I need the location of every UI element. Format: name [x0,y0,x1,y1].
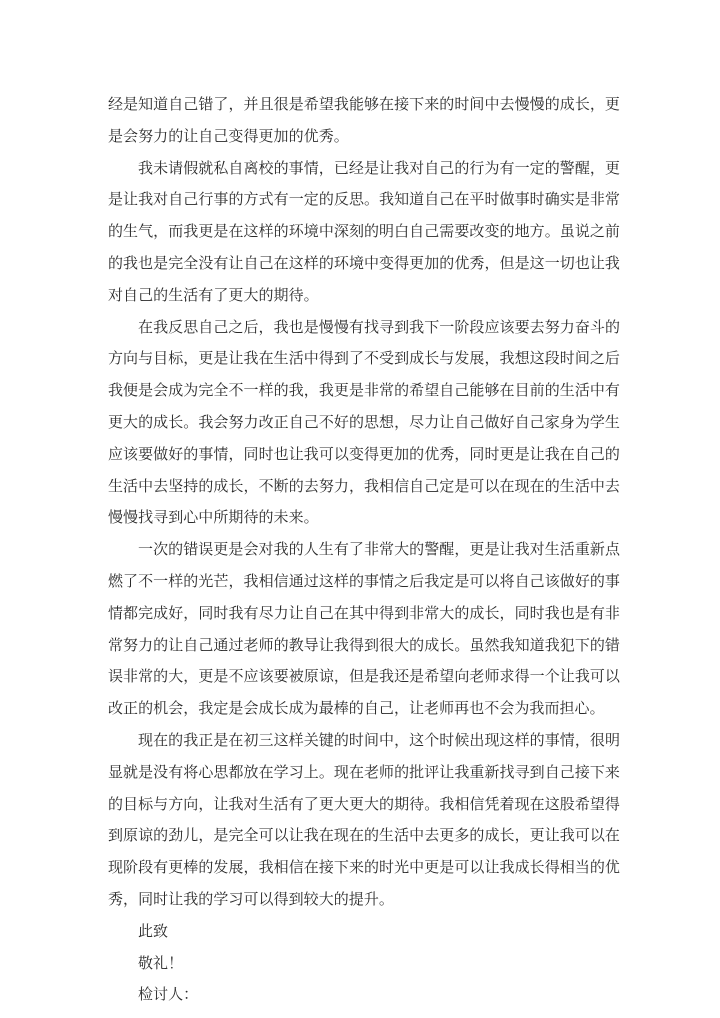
paragraph-reflection-leaving-school: 我未请假就私自离校的事情，已经是让我对自己的行为有一定的警醒，更是让我对自己行事的方式有一定的反思。我知道自己在平时做事时确实是非常的生气，而我更是在这样的环境中深刻的明白自己需要改变的地方。虽说之前的我也是完全没有让自己在这样的环境中变得更加的优秀，但是这一切也让我对自己的生活有了更大的期待。 [108,158,620,304]
closing-salutation-cizhi: 此致 [138,921,169,940]
paragraph-mistake-awakening: 一次的错误更是会对我的人生有了非常大的警醒，更是让我对生活重新点燃了不一样的光芒，我相信通过这样的事情之后我定是可以将自己该做好的事情都完成好，同时我有尽力让自己在其中得到非常大的成长，同时我也是有非常努力的让自己通过老师的教导让我得到很大的成长。虽然我知道我犯下的错误非常的大，更是不应该要被原谅，但是我还是希望向老师求得一个让我可以改正的机会，我定是会成长成为最棒的自己，让老师再也不会为我而担心。 [108,540,620,718]
closing-salutation-jingli: 敬礼！ [138,953,184,972]
signature-label: 检讨人： [138,985,199,1004]
paragraph-continuation: 经是知道自己错了，并且很是希望我能够在接下来的时间中去慢慢的成长，更是会努力的让自己变得更加的优秀。 [108,95,620,145]
paragraph-goals-and-direction: 在我反思自己之后，我也是慢慢有找寻到我下一阶段应该要去努力奋斗的方向与目标，更是让我在生活中得到了不受到成长与发展，我想这段时间之后我便是会成为完全不一样的我，我更是非常的希望自己能够在目前的生活中有更大的成长。我会努力改正自己不好的思想，尽力让自己做好自己家身为学生应该要做好的事情，同时也让我可以变得更加的优秀，同时更是让我在自己的生活中去坚持的成长，不断的去努力，我相信自己定是可以在现在的生活中去慢慢找寻到心中所期待的未来。 [108,317,620,527]
document-page [108,89,620,1011]
paragraph-grade-nine-study: 现在的我正是在初三这样关键的时间中，这个时候出现这样的事情，很明显就是没有将心思都放在学习上。现在老师的批评让我重新找寻到自己接下来的目标与方向，让我对生活有了更大更大的期待。我相信凭着现在这股希望得到原谅的劲儿，是完全可以让我在现在的生活中去更多的成长，更让我可以在现阶段有更棒的发展，我相信在接下来的时光中更是可以让我成长得相当的优秀，同时让我的学习可以得到较大的提升。 [108,730,620,908]
